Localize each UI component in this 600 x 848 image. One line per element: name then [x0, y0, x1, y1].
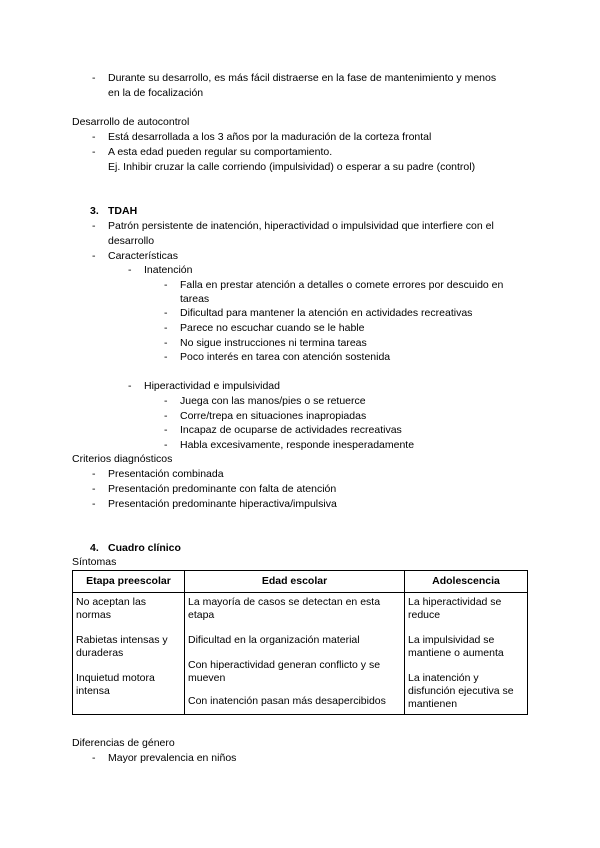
- section-number-4: 4.: [90, 542, 99, 554]
- cell-text: Con hiperactividad generan conflicto y se mueven: [188, 659, 381, 684]
- bullet-dash: -: [164, 322, 168, 334]
- cell-text: Dificultad en la organización material: [188, 634, 360, 646]
- bullet-dash: -: [92, 498, 96, 510]
- hiper-item-2: Corre/trepa en situaciones inapropiadas: [180, 410, 367, 422]
- sintomas-label: Síntomas: [72, 556, 117, 568]
- intro-bullet-line2: en la de focalización: [108, 87, 204, 99]
- hiperactividad-label: Hiperactividad e impulsividad: [144, 380, 280, 392]
- bullet-dash: -: [164, 424, 168, 436]
- cell-text: No aceptan las normas: [76, 596, 147, 621]
- cell-text: La mayoría de casos se detectan en esta etapa: [188, 596, 381, 621]
- hiper-item-4: Habla excesivamente, responde inesperadamente: [180, 439, 415, 451]
- cell-text: Con inatención pasan más desapercibidos: [188, 695, 386, 707]
- bullet-dash: -: [128, 264, 132, 276]
- tdah-definition-line1: Patrón persistente de inatención, hiperactividad o impulsividad que interfiere con el: [108, 220, 494, 232]
- bullet-dash: -: [92, 250, 96, 262]
- criterio-item-2: Presentación predominante con falta de atención: [108, 483, 337, 495]
- bullet-dash: -: [164, 307, 168, 319]
- bullet-dash: -: [164, 279, 168, 291]
- caracteristicas-label: Características: [108, 250, 179, 262]
- bullet-dash: -: [92, 72, 96, 84]
- table-header-row: [73, 571, 528, 593]
- bullet-dash: -: [164, 395, 168, 407]
- bullet-dash: -: [164, 351, 168, 363]
- genero-heading: Diferencias de género: [72, 737, 175, 749]
- cell-text: La impulsividad se mantiene o aumenta: [408, 634, 504, 659]
- symptoms-table: [72, 570, 528, 715]
- criterio-item-1: Presentación combinada: [108, 468, 224, 480]
- tdah-definition-line2: desarrollo: [108, 235, 155, 247]
- bullet-dash: -: [92, 146, 96, 158]
- cell-text: La hiperactividad se reduce: [408, 596, 502, 621]
- cell-preescolar: [73, 593, 185, 715]
- bullet-dash: -: [92, 220, 96, 232]
- section-title-cuadro: Cuadro clínico: [108, 542, 181, 554]
- autocontrol-heading: Desarrollo de autocontrol: [72, 116, 190, 128]
- criterios-heading: Criterios diagnósticos: [72, 453, 173, 465]
- cell-text: Rabietas intensas y duraderas: [76, 634, 168, 659]
- bullet-dash: -: [164, 410, 168, 422]
- bullet-dash: -: [92, 752, 96, 764]
- inatencion-item-4: No sigue instrucciones ni termina tareas: [180, 337, 367, 349]
- bullet-dash: -: [164, 337, 168, 349]
- intro-bullet-line1: Durante su desarrollo, es más fácil distraerse en la fase de mantenimiento y menos: [108, 72, 497, 84]
- header-escolar: Edad escolar: [185, 571, 405, 593]
- bullet-dash: -: [92, 468, 96, 480]
- inatencion-item-1-cont: tareas: [180, 293, 210, 305]
- inatencion-item-5: Poco interés en tarea con atención sostenida: [180, 351, 391, 363]
- hiper-item-1: Juega con las manos/pies o se retuerce: [180, 395, 366, 407]
- autocontrol-item-1: Está desarrollada a los 3 años por la maduración de la corteza frontal: [108, 131, 432, 143]
- bullet-dash: -: [92, 483, 96, 495]
- inatencion-item-1: Falla en prestar atención a detalles o comete errores por descuido en: [180, 279, 504, 291]
- criterio-item-3: Presentación predominante hiperactiva/impulsiva: [108, 498, 337, 510]
- autocontrol-item-2: A esta edad pueden regular su comportamiento.: [108, 146, 333, 158]
- hiper-item-3: Incapaz de ocuparse de actividades recreativas: [180, 424, 402, 436]
- cell-text: Inquietud motora intensa: [76, 672, 155, 697]
- autocontrol-example: Ej. Inhibir cruzar la calle corriendo (impulsividad) o esperar a su padre (control): [108, 161, 476, 173]
- cell-adolescencia: [405, 593, 528, 715]
- genero-item-1: Mayor prevalencia en niños: [108, 752, 237, 764]
- header-adolescencia: Adolescencia: [405, 571, 528, 593]
- bullet-dash: -: [92, 131, 96, 143]
- cell-text: La inatención y disfunción ejecutiva se mantienen: [408, 672, 514, 710]
- inatencion-item-2: Dificultad para mantener la atención en actividades recreativas: [180, 307, 473, 319]
- inatencion-label: Inatención: [144, 264, 193, 276]
- table-row: [73, 593, 528, 715]
- cell-escolar: [185, 593, 405, 715]
- section-title-tdah: TDAH: [108, 205, 138, 217]
- bullet-dash: -: [128, 380, 132, 392]
- inatencion-item-3: Parece no escuchar cuando se le hable: [180, 322, 365, 334]
- header-preescolar: Etapa preescolar: [73, 571, 185, 593]
- bullet-dash: -: [164, 439, 168, 451]
- section-number-3: 3.: [90, 205, 99, 217]
